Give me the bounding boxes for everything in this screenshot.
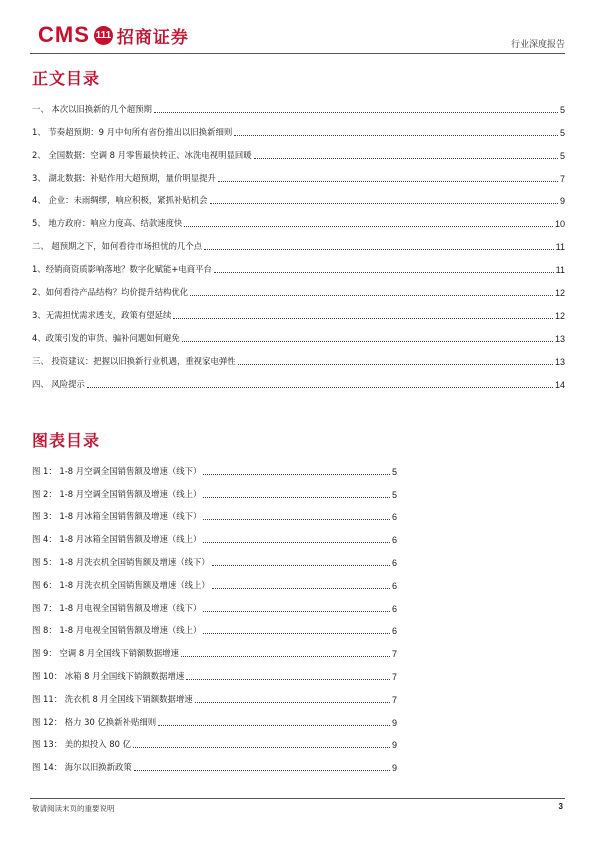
- toc-entry-label: 二、 超预期之下，如何看待市场担忧的几个点: [32, 241, 203, 252]
- figure-entry-page: 9: [391, 763, 397, 774]
- figure-entry-label: 图 5： 1-8 月洗衣机全国销售额及增速（线下）: [32, 556, 210, 567]
- dot-leader: [173, 317, 553, 319]
- toc-entry-page: 11: [555, 242, 565, 253]
- dot-leader: [203, 496, 390, 498]
- dot-leader: [203, 610, 390, 612]
- figure-entry[interactable]: [32, 454, 397, 477]
- toc-entry-label: 四、 风险提示: [32, 378, 85, 389]
- toc-entry-page: 12: [554, 310, 565, 321]
- figure-entry-page: 7: [391, 694, 397, 705]
- toc-entry[interactable]: [32, 161, 565, 184]
- dot-leader: [234, 134, 558, 136]
- toc-entry-label: 4、政策引发的审货、骗补问题如何避免: [32, 332, 180, 343]
- toc-entry[interactable]: [32, 115, 565, 138]
- toc-entry[interactable]: [32, 206, 565, 229]
- toc-entry-label: 一、 本次以旧换新的几个超预期: [32, 103, 152, 114]
- toc-entry[interactable]: [32, 344, 565, 367]
- figure-entry-page: 6: [391, 603, 397, 614]
- figure-entry[interactable]: [32, 522, 397, 545]
- toc-entry-page: 5: [559, 127, 565, 138]
- figure-entry-page: 6: [391, 535, 397, 546]
- figure-entry-label: 图 7： 1-8 月电视全国销售额及增速（线下）: [32, 602, 202, 613]
- figure-entry-page: 5: [391, 489, 397, 500]
- dot-leader: [195, 701, 390, 703]
- figure-entry-page: 6: [391, 512, 397, 523]
- figure-entry-label: 图 9： 空调 8 月全国线下销额数据增速: [32, 648, 179, 659]
- toc-entry-label: 三、 投资建议：把握以旧换新行业机遇，重视家电弹性: [32, 355, 236, 366]
- figure-entry-page: 6: [391, 626, 397, 637]
- dot-leader: [212, 587, 390, 589]
- dot-leader: [203, 632, 390, 634]
- figure-entry-label: 图 10： 冰箱 8 月全国线下销额数据增速: [32, 670, 185, 681]
- dot-leader: [190, 294, 553, 296]
- toc-entry[interactable]: [32, 321, 565, 344]
- toc-entry-label: 2、如何看待产品结构？均价提升结构优化: [32, 287, 189, 298]
- dot-leader: [254, 157, 558, 159]
- dot-leader: [154, 111, 558, 113]
- toc-entry-label: 5、 地方政府：响应力度高、结款速度快: [32, 218, 183, 229]
- footer-divider: [30, 798, 565, 799]
- dot-leader: [186, 678, 390, 680]
- toc-entry-page: 7: [559, 173, 565, 184]
- figure-entry-label: 图 4： 1-8 月冰箱全国销售额及增速（线上）: [32, 534, 202, 545]
- dot-leader: [181, 655, 390, 657]
- toc-entry-label: 2、 全国数据：空调 8 月零售最快转正、冰洗电视明显回暖: [32, 149, 252, 160]
- toc-entry[interactable]: [32, 92, 565, 115]
- figure-entry-page: 6: [391, 580, 397, 591]
- figure-entry-page: 7: [391, 671, 397, 682]
- dot-leader: [133, 746, 390, 748]
- figure-entry[interactable]: [32, 568, 397, 591]
- figure-entry[interactable]: [32, 682, 397, 705]
- dot-leader: [203, 518, 390, 520]
- figure-entry-label: 图 1： 1-8 月空调全国销售额及增速（线下）: [32, 465, 202, 476]
- toc-entry-page: 13: [554, 356, 565, 367]
- dot-leader: [203, 541, 390, 543]
- figure-entry-page: 7: [391, 649, 397, 660]
- dot-leader: [134, 769, 390, 771]
- figure-entry-page: 9: [391, 740, 397, 751]
- page-number: 3: [558, 802, 563, 811]
- figure-entry-label: 图 3： 1-8 月冰箱全国销售额及增速（线下）: [32, 511, 202, 522]
- toc-title: 正文目录: [32, 69, 101, 88]
- figure-entry[interactable]: [32, 545, 397, 568]
- figure-entry[interactable]: [32, 728, 397, 751]
- figure-entry-label: 图 8： 1-8 月电视全国销售额及增速（线上）: [32, 625, 202, 636]
- toc-entry[interactable]: [32, 184, 565, 207]
- figure-entry-label: 图 14： 海尔以旧换新政策: [32, 762, 132, 773]
- dot-leader: [210, 202, 558, 204]
- toc-list: [32, 92, 565, 390]
- toc-entry-page: 5: [559, 150, 565, 161]
- figure-entry[interactable]: [32, 477, 397, 500]
- figures-list: [32, 454, 397, 773]
- dot-leader: [87, 386, 553, 388]
- figure-entry[interactable]: [32, 659, 397, 682]
- toc-entry-label: 3、无需担忧需求透支，政策有望延续: [32, 309, 172, 320]
- cms-logo: [38, 22, 189, 48]
- toc-entry[interactable]: [32, 275, 565, 298]
- toc-entry-page: 10: [554, 219, 565, 230]
- toc-entry-label: 1、 节奏超预期：9 月中旬所有省份推出以旧换新细则: [32, 126, 233, 137]
- toc-entry-page: 14: [554, 379, 565, 390]
- figure-entry-label: 图 12： 格力 30 亿换新补贴细则: [32, 716, 157, 727]
- figure-entry-page: 6: [391, 557, 397, 568]
- toc-entry[interactable]: [32, 138, 565, 161]
- logo-text: CMS: [38, 22, 90, 47]
- figure-entry-label: 图 13： 美的拟投入 80 亿: [32, 739, 131, 750]
- figures-title: 图表目录: [32, 431, 101, 450]
- header-divider: [30, 53, 565, 54]
- toc-entry-page: 11: [555, 265, 565, 276]
- figure-entry[interactable]: [32, 705, 397, 728]
- dot-leader: [214, 271, 554, 273]
- toc-entry[interactable]: [32, 252, 565, 275]
- dot-leader: [184, 225, 553, 227]
- figure-entry[interactable]: [32, 614, 397, 637]
- dot-leader: [212, 564, 390, 566]
- report-type-label: 行业深度报告: [510, 40, 565, 50]
- dot-leader: [158, 724, 390, 726]
- figure-entry[interactable]: [32, 636, 397, 659]
- toc-entry[interactable]: [32, 229, 565, 252]
- toc-entry-label: 1、经销商资质影响落地？数字化赋能+电商平台: [32, 264, 212, 275]
- figure-entry-label: 图 6： 1-8 月洗衣机全国销售额及增速（线上）: [32, 579, 210, 590]
- logo-company-name: 招商证券: [116, 27, 189, 48]
- toc-entry-page: 5: [559, 104, 565, 115]
- toc-entry-page: 12: [554, 288, 565, 299]
- figure-entry[interactable]: [32, 500, 397, 523]
- toc-entry-page: 13: [554, 333, 565, 344]
- toc-entry-page: 9: [559, 196, 565, 207]
- figure-entry[interactable]: [32, 591, 397, 614]
- figure-entry-page: 9: [391, 717, 397, 728]
- footer-disclaimer: 敬请阅读末页的重要说明: [32, 804, 115, 813]
- dot-leader: [182, 340, 553, 342]
- toc-entry[interactable]: [32, 367, 565, 390]
- toc-entry[interactable]: [32, 298, 565, 321]
- figure-entry-label: 图 2： 1-8 月空调全国销售额及增速（线上）: [32, 488, 202, 499]
- dot-leader: [238, 363, 553, 365]
- figure-entry-label: 图 11： 洗衣机 8 月全国线下销额数据增速: [32, 693, 193, 704]
- figure-entry[interactable]: [32, 750, 397, 773]
- toc-entry-label: 3、 湖北数据：补贴作用大超预期，量价明显提升: [32, 172, 216, 183]
- dot-leader: [204, 248, 553, 250]
- figure-entry-page: 5: [391, 466, 397, 477]
- logo-seal-icon: 111: [94, 26, 113, 45]
- page-header: [0, 0, 595, 56]
- toc-entry-label: 4、 企业：未雨绸缪，响应积极，紧抓补贴机会: [32, 195, 208, 206]
- dot-leader: [203, 473, 390, 475]
- dot-leader: [218, 180, 558, 182]
